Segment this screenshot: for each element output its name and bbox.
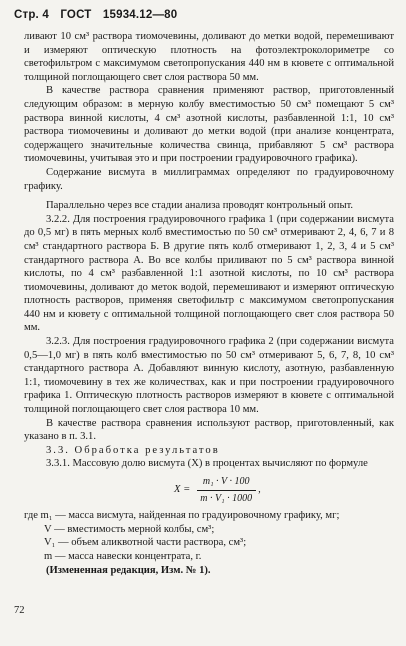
section-heading: 3.3. Обработка результатов — [46, 444, 220, 456]
definition-1: где m₁ — масса висмута, найденная по градуировочному графику, мг; — [24, 510, 340, 522]
page-label: Стр. 4 — [14, 9, 49, 21]
formula-denominator: m · V₁ · 1000 — [200, 492, 253, 504]
paragraph-1: ливают 10 см³ раствора тиомочевины, доливают до метки водой, перемешивают и измеряют оптическую плотность на фотоэлектроколориметре со светофильтром с максимумом светопропускания 440 нм в кювете с оптимальной толщиной поглощающего свет слоя раствора 50 мм. — [24, 31, 394, 83]
paragraph-3: Содержание висмута в миллиграммах определяют по градуировочному графику. — [24, 166, 394, 192]
formula-numerator: m₁ · V · 100 — [197, 475, 256, 491]
formula-fraction — [194, 475, 258, 505]
amendment-note: (Измененная редакция, Изм. № 1). — [46, 564, 211, 576]
definition-2: V — вместимость мерной колбы, см³; — [44, 523, 215, 535]
page-header — [14, 9, 185, 21]
formula-tail: , — [258, 484, 261, 496]
formula-lhs: X = — [174, 484, 191, 496]
page-number: 72 — [14, 605, 25, 616]
paragraph-9: 3.3.1. Массовую долю висмута (X) в процентах вычисляют по формуле — [46, 458, 368, 470]
paragraph-2: В качестве раствора сравнения применяют раствор, приготовленный следующим образом: в мерную колбу вместимостью 50 см³ помещают 5 см³ раствора винной кислоты, 4 см³ азотной кислоты, разбавленной 1:1, 10 см³ раствора тиомочевины и доливают до метки водой (при анализе концентрата, содержащего значительные количества свинца, прибавляют 5 см³ раствора тиомочевины, учитывая это и при построении градуировочного графика). — [24, 85, 394, 165]
definition-4: m — масса навески концентрата, г. — [44, 550, 202, 562]
standard-label: ГОСТ — [60, 9, 92, 21]
paragraph-6: 3.2.3. Для построения градуировочного графика 2 (при содержании висмута 0,5—1,0 мг) в пять колб вместимостью по 50 см³ отмеривают 5, 6, 7, 8, 10 см³ стандартного раствора А. Добавляют винную кислоту, азотную, разбавленную 1:1, тиомочевину в тех же количествах, как и при построении градуировочного графика 1. Оптическую плотность растворов измеряют в кювете с оптимальной толщиной поглощающего свет слоя раствора 10 мм. — [24, 336, 394, 416]
definition-3: V₁ — объем аликвотной части раствора, см³; — [44, 537, 247, 549]
paragraph-4: Параллельно через все стадии анализа проводят контрольный опыт. — [46, 200, 354, 212]
paragraph-5: 3.2.2. Для построения градуировочного графика 1 (при содержании висмута до 0,5 мг) в пять мерных колб вместимостью по 50 см³ отмеривают 2, 4, 6, 7 и 8 см³ стандартного раствора Б. В другие пять колб отмеривают 1, 2, 3, 4 и 5 см³ стандартного раствора А. Во все колбы приливают по 5 см³ раствора винной кислоты, по 4 см³ разбавленной 1:1 азотной кислоты, по 10 см³ раствора тиомочевины, доливают до меток водой, перемешивают и измеряют оптическую плотность растворов, применяя светофильтр с максимумом светопропускания 440 нм и кювету с оптимальной толщиной поглощающего свет слоя раствора 50 мм. — [24, 213, 394, 334]
standard-number: 15934.12—80 — [102, 9, 178, 21]
paragraph-7: В качестве раствора сравнения используют раствор, приготовленный, как указано в п. 3.1. — [24, 417, 394, 443]
document-body — [24, 30, 394, 577]
formula — [174, 475, 394, 505]
